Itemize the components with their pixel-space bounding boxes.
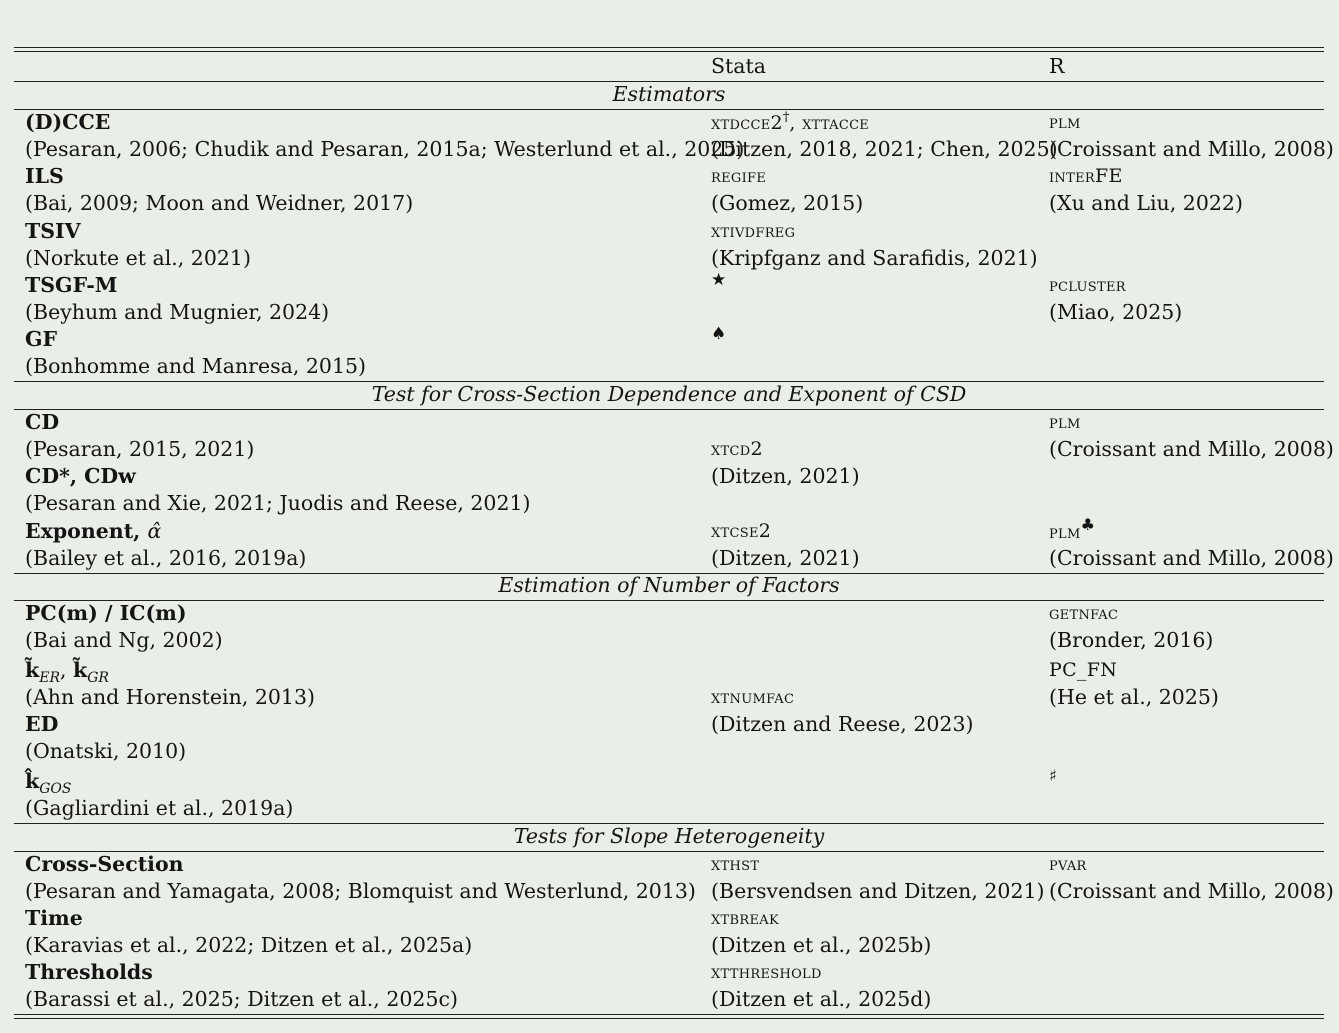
method-cd: CD	[25, 410, 60, 434]
stata-ref: (Ditzen, 2021)	[711, 546, 860, 570]
stata-command: xtivdfreg	[711, 220, 796, 242]
club-mark: ♣	[1080, 515, 1095, 535]
stata-command: xtcse2	[711, 520, 772, 542]
alpha-hat-symbol: α̂	[147, 519, 162, 543]
method-k-er-gr	[25, 658, 109, 687]
method-k-gos	[25, 769, 72, 798]
top-rule-2	[14, 51, 1324, 52]
stata-ref: (Ditzen and Reese, 2023)	[711, 712, 974, 736]
stata-command	[711, 110, 869, 135]
bottom-rule-2	[14, 1018, 1324, 1019]
stata-command: xtthreshold	[711, 961, 822, 983]
method-ref: (Beyhum and Mugnier, 2024)	[25, 300, 330, 324]
sharp-symbol: ♯	[1049, 766, 1057, 785]
r-ref: (He et al., 2025)	[1049, 685, 1219, 709]
stata-ref: (Gomez, 2015)	[711, 191, 864, 215]
method-ref: (Barassi et al., 2025; Ditzen et al., 2025c)	[25, 987, 458, 1011]
method-ref: (Bai and Ng, 2002)	[25, 628, 223, 652]
r-command	[1049, 515, 1095, 544]
method-ref: (Karavias et al., 2022; Ditzen et al., 2025a)	[25, 933, 473, 957]
stata-ref: (Ditzen et al., 2025d)	[711, 987, 932, 1011]
header-stata: Stata	[711, 54, 766, 78]
r-ref: (Croissant and Millo, 2008)	[1049, 879, 1334, 903]
r-command: plm	[1049, 411, 1081, 433]
method-ref: (Norkute et al., 2021)	[25, 246, 251, 270]
stata-ref: (Ditzen, 2021)	[711, 464, 860, 488]
method-cross-section: Cross-Section	[25, 852, 184, 876]
section-rule	[14, 109, 1324, 110]
sub-er: ER	[39, 670, 60, 687]
method-ils: ILS	[25, 164, 64, 188]
star-symbol: ★	[711, 270, 727, 290]
r-command: pvar	[1049, 853, 1087, 875]
stata-ref: (Bersvendsen and Ditzen, 2021)	[711, 879, 1045, 903]
r-ref: (Xu and Liu, 2022)	[1049, 191, 1243, 215]
stata-command: xthst	[711, 853, 760, 875]
bottom-rule	[14, 1014, 1324, 1015]
method-gf: GF	[25, 327, 58, 351]
method-thresholds: Thresholds	[25, 960, 153, 984]
stata-ref: (Ditzen, 2018, 2021; Chen, 2025)	[711, 137, 1058, 161]
stata-ref: (Kripfganz and Sarafidis, 2021)	[711, 246, 1038, 270]
k-tilde: k̃	[25, 658, 40, 682]
stata-command: xtnumfac	[711, 686, 795, 708]
method-tsgf-m: TSGF-M	[25, 273, 118, 297]
method-dcce: (D)CCE	[25, 110, 111, 134]
section-title-factors: Estimation of Number of Factors	[498, 573, 840, 597]
stata-command: regife	[711, 165, 767, 187]
r-command: pcluster	[1049, 274, 1126, 296]
stata-ref: (Ditzen et al., 2025b)	[711, 933, 932, 957]
r-ref: (Miao, 2025)	[1049, 300, 1183, 324]
stata-cmd: xtdcce2	[711, 112, 783, 134]
section-title-csd: Test for Cross-Section Dependence and Exponent of CSD	[371, 382, 967, 406]
r-command: interFE	[1049, 165, 1123, 187]
header-r: R	[1049, 54, 1065, 78]
r-ref: (Bronder, 2016)	[1049, 628, 1214, 652]
r-ref: (Croissant and Millo, 2008)	[1049, 546, 1334, 570]
method-pcm-icm: PC(m) / IC(m)	[25, 601, 187, 625]
method-separator: ,	[59, 658, 74, 682]
method-time: Time	[25, 906, 83, 930]
sub-gos: GOS	[39, 781, 72, 798]
method-ed: ED	[25, 712, 59, 736]
method-ref: (Bonhomme and Manresa, 2015)	[25, 354, 367, 378]
k-hat: k̂	[25, 769, 40, 793]
stata-cmd-2: , xttacce	[789, 112, 870, 134]
r-command: getnfac	[1049, 602, 1119, 624]
stata-command: xtbreak	[711, 907, 779, 929]
method-ref: (Pesaran and Yamagata, 2008; Blomquist and Westerlund, 2013)	[25, 879, 696, 903]
r-ref: (Croissant and Millo, 2008)	[1049, 437, 1334, 461]
stata-command: xtcd2	[711, 438, 763, 460]
sub-gr: GR	[87, 670, 109, 687]
method-tsiv: TSIV	[25, 219, 81, 243]
method-exponent-label: Exponent,	[25, 519, 148, 543]
method-exponent	[25, 519, 161, 543]
method-ref: (Gagliardini et al., 2019a)	[25, 796, 294, 820]
r-command: PC_FN	[1049, 659, 1118, 681]
r-cmd: plm	[1049, 521, 1081, 543]
top-rule	[14, 47, 1324, 48]
method-cd-star-cdw: CD*, CDw	[25, 464, 136, 488]
section-rule	[14, 409, 1324, 410]
dagger-mark: †	[782, 110, 790, 126]
r-command: plm	[1049, 111, 1081, 133]
k-tilde-2: k̃	[73, 658, 88, 682]
r-ref: (Croissant and Millo, 2008)	[1049, 137, 1334, 161]
method-ref: (Ahn and Horenstein, 2013)	[25, 685, 315, 709]
section-title-estimators: Estimators	[612, 82, 726, 106]
method-ref: (Pesaran and Xie, 2021; Juodis and Reese, 2021)	[25, 491, 531, 515]
section-rule	[14, 851, 1324, 852]
method-ref: (Pesaran, 2015, 2021)	[25, 437, 255, 461]
method-ref: (Bai, 2009; Moon and Weidner, 2017)	[25, 191, 414, 215]
method-ref: (Bailey et al., 2016, 2019a)	[25, 546, 307, 570]
method-ref: (Onatski, 2010)	[25, 739, 187, 763]
section-title-slope: Tests for Slope Heterogeneity	[513, 824, 825, 848]
method-ref: (Pesaran, 2006; Chudik and Pesaran, 2015a; Westerlund et al., 2025)	[25, 137, 745, 161]
section-rule	[14, 600, 1324, 601]
spade-symbol: ♠	[711, 324, 727, 344]
